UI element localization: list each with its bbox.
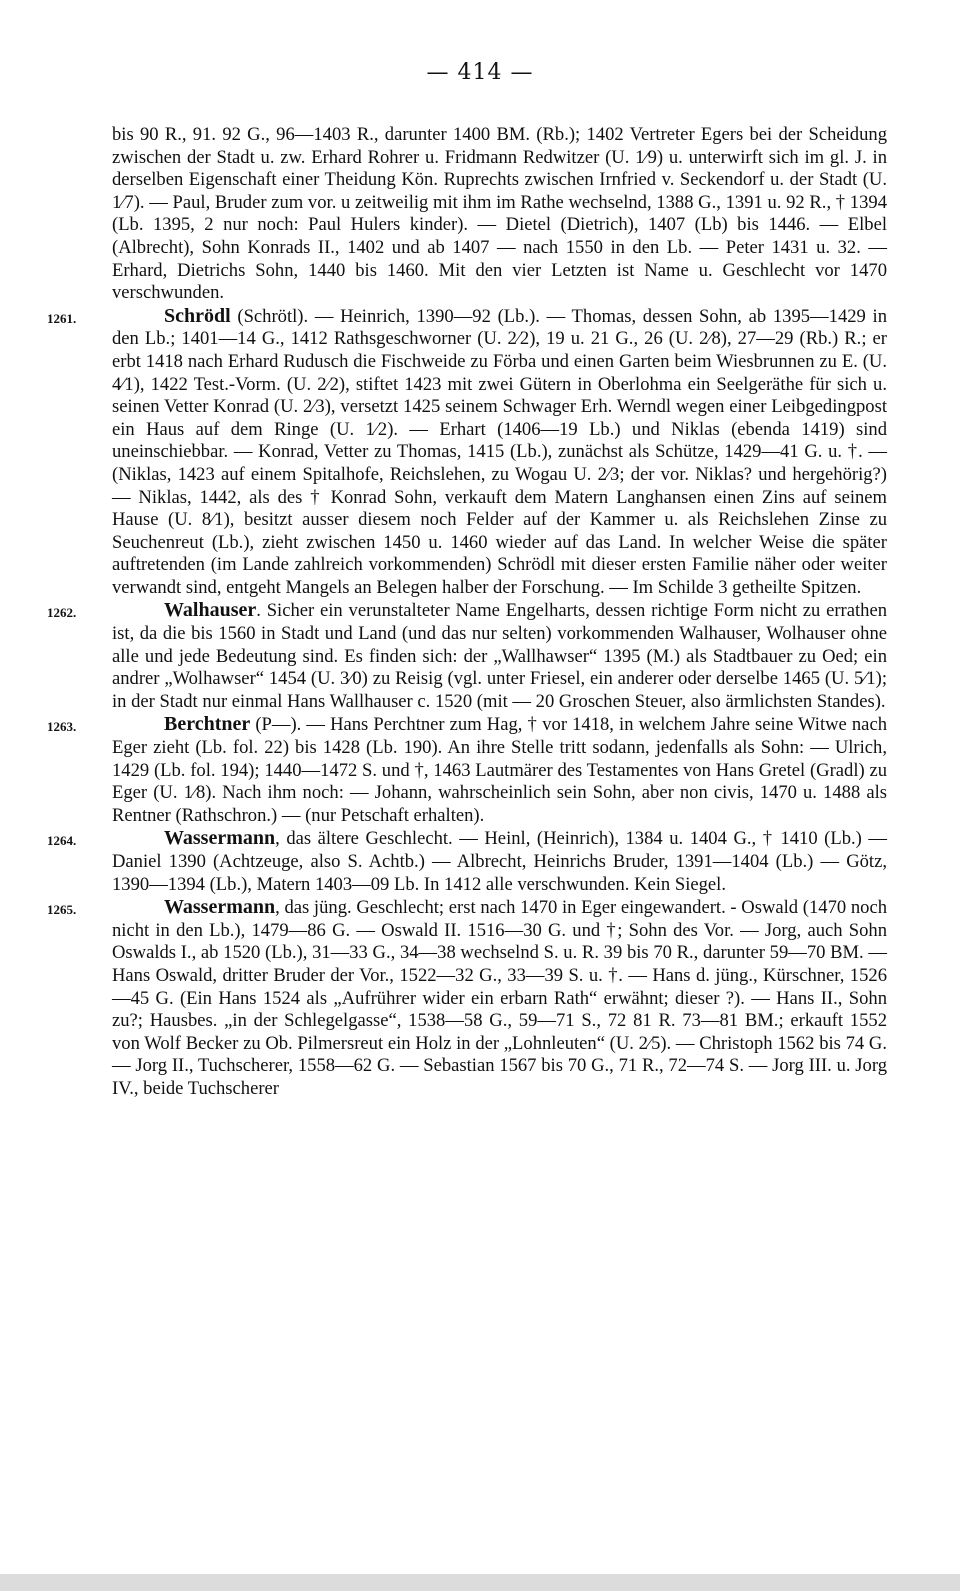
entry-heading: Wassermann xyxy=(164,896,276,919)
intro-paragraph: bis 90 R., 91. 92 G., 96—1403 R., darunter 1400 BM. (Rb.); 1402 Vertreter Egers bei der Scheidung zwischen der Stadt u. zw. Erhard Rohrer u. Fridmann Redwitzer (U. 1⁄9) u. unterwirft sich im gl. J. in derselben Eigenschaft einer Theidung Kön. Ruprechts zwischen Irnfried v. Seckendorf u. der Stadt (U. 1⁄7). — Paul, Bruder zum vor. u zeitweilig mit ihm im Rathe wechselnd, 1388 G., 1391 u. 92 R., † 1394 (Lb. 1395, 2 nur noch: Paul Hulers kinder). — Dietel (Dietrich), 1407 (Lb) bis 1446. — Elbel (Albrecht), Sohn Konrads II., 1402 und ab 1407 — nach 1550 in den Lb. — Peter 1431 u. 32. — Erhard, Dietrichs Sohn, 1440 bis 1460. Mit den vier Letzten ist Name u. Geschlecht vor 1470 verschwunden. xyxy=(112,124,887,304)
entry-heading: Schrödl xyxy=(164,304,231,327)
entry-heading: Walhauser xyxy=(164,599,257,622)
scan-bottom-edge xyxy=(0,1574,960,1591)
entry-number: 1261. xyxy=(47,310,77,326)
entry-number: 1264. xyxy=(47,833,77,849)
entry-1261 xyxy=(47,304,887,600)
entry-text: , das jüng. Geschlecht; erst nach 1470 in Eger eingewandert. - Oswald (1470 noch nicht in den Lb.), 1479—86 G. — Oswald II. 1516—30 G. und †; Sohn des Vor. — Jorg, auch Sohn Oswalds I., ab 1520 (Lb.), 31—33 G., 34—38 wechselnd S. u. R. 39 bis 70 R., darunter 59—70 BM. — Hans Oswald, dritter Bruder der Vor., 1522—32 G., 33—39 S. u. †. — Hans d. jüng., Kürschner, 1526—45 G. (Ein Hans 1524 als „Aufrührer wider ein erbarn Rath“ erwähnt; dieser ?). — Hans II., Sohn zu?; Hausbes. „in der Schlegelgasse“, 1538—58 G., 59—71 S., 72 81 R. 73—81 BM.; erkauft 1552 von Wolf Becker zu Ob. Pilmersreut ein Holz in der „Lohnleuten“ (U. 2⁄5). — Christoph 1562 bis 74 G. — Jorg II., Tuchscherer, 1558—62 G. — Sebastian 1567 bis 70 G., 71 R., 72—74 S. — Jorg III. u. Jorg IV., beide Tuchscherer xyxy=(112,897,887,1099)
entry-number: 1262. xyxy=(47,605,77,621)
entry-text: (Schrötl). — Heinrich, 1390—92 (Lb.). — Thomas, dessen Sohn, ab 1395—1429 in den Lb.; 1401—14 G., 1412 Rathsgeschworner (U. 2⁄2), 19 u. 21 G., 26 (U. 2⁄8), 27—29 (Rb.) R.; er erbt 1418 nach Erhard Rudusch die Fischweide zu Förba und einen Garten beim Wiesbrunnen zu E. (U. 4⁄1), 1422 Test.-Vorm. (U. 2⁄2), stiftet 1423 mit zwei Gütern in Oberlohma ein Seelgeräthe für sich u. seinen Vetter Konrad (U. 2⁄3), versetzt 1425 seinem Schwager Erh. Werndl wegen einer Leibgedingpost ein Haus auf dem Ringe (U. 1⁄2). — Erhart (1406—19 Lb.) und Niklas (ebenda 1419) sind uneinschiebbar. — Konrad, Vetter zu Thomas, 1415 (Lb.), zunächst als Schütze, 1429—41 G. u. †. — (Niklas, 1423 auf einem Spitalhofe, Reichslehen, zu Wogau U. 2⁄3; der vor. Niklas? und hergehörig?) — Niklas, 1442, als des † Konrad Sohn, verkauft dem Matern Langhansen einen Zins auf seinem Hause (U. 8⁄1), besitzt ausser diesem noch Felder auf der Kammer u. als Reichslehen Zinse zu Seuchenreut (Lb.), zieht zwischen 1450 u. 1460 wieder auf das Land. In welcher Weise die später auftretenden (im Lande zahlreich vorkommenden) Schrödl mit dieser ersten Familie näher oder weiter verwandt sind, entgeht Mangels an Belegen halber der Forschung. — Im Schilde 3 getheilte Spitzen. xyxy=(112,305,887,598)
entry-heading: Wassermann xyxy=(164,827,276,850)
entry-1263 xyxy=(47,713,887,827)
entry-number: 1263. xyxy=(47,719,77,735)
entry-text: . Sicher ein verunstalteter Name Engelharts, dessen richtige Form nicht zu errathen ist, da die bis 1560 in Stadt und Land (und das nur selten) vorkommenden Walhauser, Wolhauser ohne alle und jede Bedeutung sind. Es finden sich: der „Wallhawser“ 1395 (M.) als Stadtbauer zu Oed; ein andrer „Wolhawser“ 1454 (U. 3⁄0) zu Reisig (vgl. unter Friesel, ein anderer oder derselbe 1465 (U. 5⁄1); in der Stadt nur einmal Hans Wallhauser c. 1520 (mit — 20 Groschen Steuer, also ärmlichsten Standes). xyxy=(112,600,887,712)
body-text xyxy=(47,124,887,1101)
entry-1262 xyxy=(47,599,887,713)
entry-1264 xyxy=(47,827,887,896)
entry-heading: Berchtner xyxy=(164,713,251,736)
entry-text: (P—). — Hans Perchtner zum Hag, † vor 1418, in welchem Jahre seine Witwe nach Eger zieht (Lb. fol. 22) bis 1428 (Lb. 190). An ihre Stelle tritt sodann, jedenfalls als Sohn: — Ulrich, 1429 (Lb. fol. 194); 1440—1472 S. und †, 1463 Lautmärer des Testamentes von Hans Gretel (Gradl) zu Eger (U. 1⁄8). Nach ihm noch: — Johann, wahrscheinlich sein Sohn, aber non civis, 1470 u. 1488 als Rentner (Rathschron.) — (nur Petschaft erhalten). xyxy=(112,714,887,826)
entry-1265 xyxy=(47,896,887,1100)
entry-number: 1265. xyxy=(47,902,77,918)
page-number: — 414 — xyxy=(426,60,534,85)
entry-text: , das ältere Geschlecht. — Heinl, (Heinrich), 1384 u. 1404 G., † 1410 (Lb.) — Daniel 1390 (Achtzeuge, also S. Achtb.) — Albrecht, Heinrichs Bruder, 1391—1404 (Lb.) — Götz, 1390—1394 (Lb.), Matern 1403—09 Lb. In 1412 alle verschwunden. Kein Siegel. xyxy=(112,828,887,895)
